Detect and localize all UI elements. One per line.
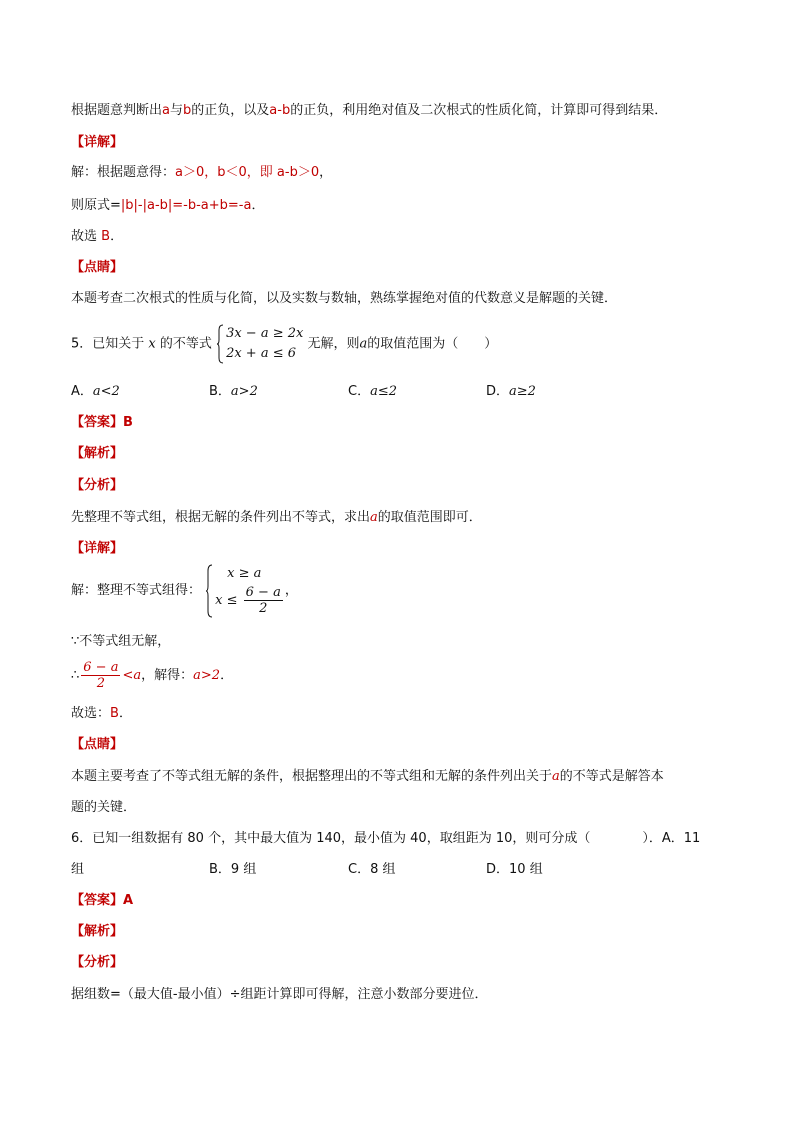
q5-stem [71, 324, 497, 365]
q5-detail-post: ， [284, 583, 298, 598]
q5-comment-line-1 [71, 767, 664, 787]
fraction-denominator: 2 [96, 676, 106, 691]
q5-analysis-var-a: a [370, 510, 378, 525]
q5-therefore-line [71, 660, 233, 692]
q5-system-row-1: 3x − a ≥ 2x [226, 326, 304, 341]
q5-comment-post: 的不等式是解答本 [559, 769, 664, 784]
answer-label: 【答案】 [71, 893, 124, 908]
detail-l2-pre: 则原式= [71, 198, 121, 213]
q5-analysis-post: 的取值范围即可． [377, 510, 482, 525]
q5-answer-line [71, 413, 133, 433]
q5-detail-fraction [244, 585, 283, 616]
detail-l1-pre: 解：根据题意得： [71, 165, 176, 180]
option-value: a≥2 [509, 384, 536, 399]
q6-stem-line-2 [71, 860, 751, 880]
q6-option-b[interactable] [209, 860, 256, 880]
q5-choose-post: ． [118, 706, 132, 721]
hint-text-1: 根据题意判断出 [71, 103, 163, 118]
detail-l3-pre: 故选 [71, 229, 102, 244]
q6-analysis-label: 【解析】 [71, 924, 124, 939]
q5-var-a: a [359, 336, 368, 352]
q6-option-d[interactable] [486, 860, 543, 880]
hint-var-ab: a-b [269, 103, 291, 118]
q5-comment-label: 【点睛】 [71, 737, 124, 752]
detail-l2-post: ． [251, 198, 265, 213]
detail-l2-math: |b|-|a-b|=-b-a+b=-a [120, 198, 252, 213]
option-value: 9 组 [230, 862, 257, 877]
q4-comment-label: 【点睛】 [71, 260, 124, 275]
q5-analysis-label: 【解析】 [71, 446, 124, 461]
q5-detail-line [71, 563, 298, 619]
option-label: A． [71, 384, 93, 399]
q6-option-a-tail: 组 [71, 862, 85, 877]
q5-system-row-2: 2x + a ≤ 6 [226, 346, 297, 361]
option-label: B． [209, 862, 231, 877]
q6-answer-line [71, 891, 133, 911]
q6-fenxi-label: 【分析】 [71, 955, 124, 970]
option-label: C． [348, 384, 371, 399]
q5-detail-row-1: x ≥ a [227, 565, 262, 581]
option-value: 8 组 [370, 862, 396, 877]
q5-since-line: ∵不等式组无解， [71, 634, 171, 649]
q5-detail-pre: 解：整理不等式组得： [71, 583, 202, 598]
q5-answer-value: B [123, 415, 133, 430]
option-value: 10 组 [509, 862, 543, 877]
hint-text-3: 的正负，以及 [191, 103, 270, 118]
q5-comment-pre: 本题主要考查了不等式组无解的条件，根据整理出的不等式组和无解的条件列出关于 [71, 769, 553, 784]
q5-detail-row-2 [215, 584, 285, 618]
detail-l3-answer: B [101, 229, 111, 244]
q5-mid: 的不等式 [159, 336, 212, 352]
q6-stem-line-1: 6．已知一组数据有 80 个，其中最大值为 140，最小值为 40，取组距为 10，则可分成（ ）．A．11 [71, 831, 701, 846]
q5-suffix: 的取值范围为（ ） [367, 336, 498, 352]
q5-analysis-pre: 先整理不等式组，根据无解的条件列出不等式，求出 [71, 510, 371, 525]
q5-comment-line-2: 题的关键． [71, 800, 137, 815]
option-value: a>2 [230, 384, 258, 399]
q5-ineq-mid: ，解得： [141, 668, 194, 683]
option-label: C． [348, 862, 371, 877]
left-brace-icon [216, 324, 224, 364]
q5-choose-line [71, 704, 132, 724]
option-value: a<2 [92, 384, 120, 399]
fraction-numerator: 6 − a [245, 584, 281, 600]
therefore-symbol: ∴ [71, 668, 80, 683]
left-brace-icon [205, 564, 213, 618]
hint-var-b: b [183, 103, 192, 118]
q5-option-c[interactable] [348, 382, 397, 402]
q4-detail-label: 【详解】 [71, 135, 124, 150]
fraction-denominator: 2 [259, 600, 268, 616]
q5-choose-answer: B [110, 706, 119, 721]
option-value: a≤2 [370, 384, 397, 399]
q6-answer-value: A [123, 893, 134, 908]
q4-hint-line [71, 101, 667, 121]
option-label: D． [486, 862, 510, 877]
q5-inequality-system [216, 324, 303, 364]
q6-analysis-text: 据组数=（最大值-最小值）÷组距计算即可得解，注意小数部分要进位． [71, 987, 488, 1002]
q5-option-d[interactable] [486, 382, 536, 402]
q5-detail-label: 【详解】 [71, 541, 124, 556]
q5-analysis-text [71, 508, 482, 528]
hint-text-4: 的正负，利用绝对值及二次根式的性质化简，计算即可得到结果． [290, 103, 668, 118]
q4-detail-line3 [71, 227, 123, 247]
q5-options [71, 382, 751, 402]
option-label: D． [486, 384, 510, 399]
q4-detail-line1 [71, 163, 332, 183]
q5-ineq-result: a>2 [193, 668, 221, 683]
detail-l3-post: ． [110, 229, 124, 244]
q5-after: 无解，则 [307, 336, 360, 352]
fraction-numerator: 6 − a [83, 660, 119, 675]
detail-l1-post: ， [319, 165, 333, 180]
option-label: B． [209, 384, 231, 399]
q5-option-a[interactable] [71, 382, 120, 402]
hint-var-a: a [162, 103, 170, 118]
q5-ineq-relation: <a [122, 668, 142, 683]
q4-comment-text: 本题考查二次根式的性质与化简，以及实数与数轴，熟练掌握绝对值的代数意义是解题的关键． [71, 291, 618, 306]
q5-option-b[interactable] [209, 382, 258, 402]
q5-fenxi-label: 【分析】 [71, 478, 124, 493]
q6-option-c[interactable] [348, 860, 395, 880]
q4-detail-line2 [71, 196, 264, 216]
q5-ineq-end: ． [220, 668, 234, 683]
q5-detail-row2-pre: x ≤ [215, 592, 238, 608]
hint-text-2: 与 [169, 103, 183, 118]
q5-comment-var-a: a [552, 769, 560, 784]
q5-detail-system [205, 564, 285, 618]
q5-var-x: x [148, 336, 156, 352]
q5-ineq-fraction [81, 660, 120, 691]
answer-label: 【答案】 [71, 415, 124, 430]
q5-prefix: 5．已知关于 [71, 336, 145, 352]
q5-choose-pre: 故选： [71, 706, 111, 721]
detail-l1-math: a＞0，b＜0，即 a-b＞0 [175, 165, 320, 180]
